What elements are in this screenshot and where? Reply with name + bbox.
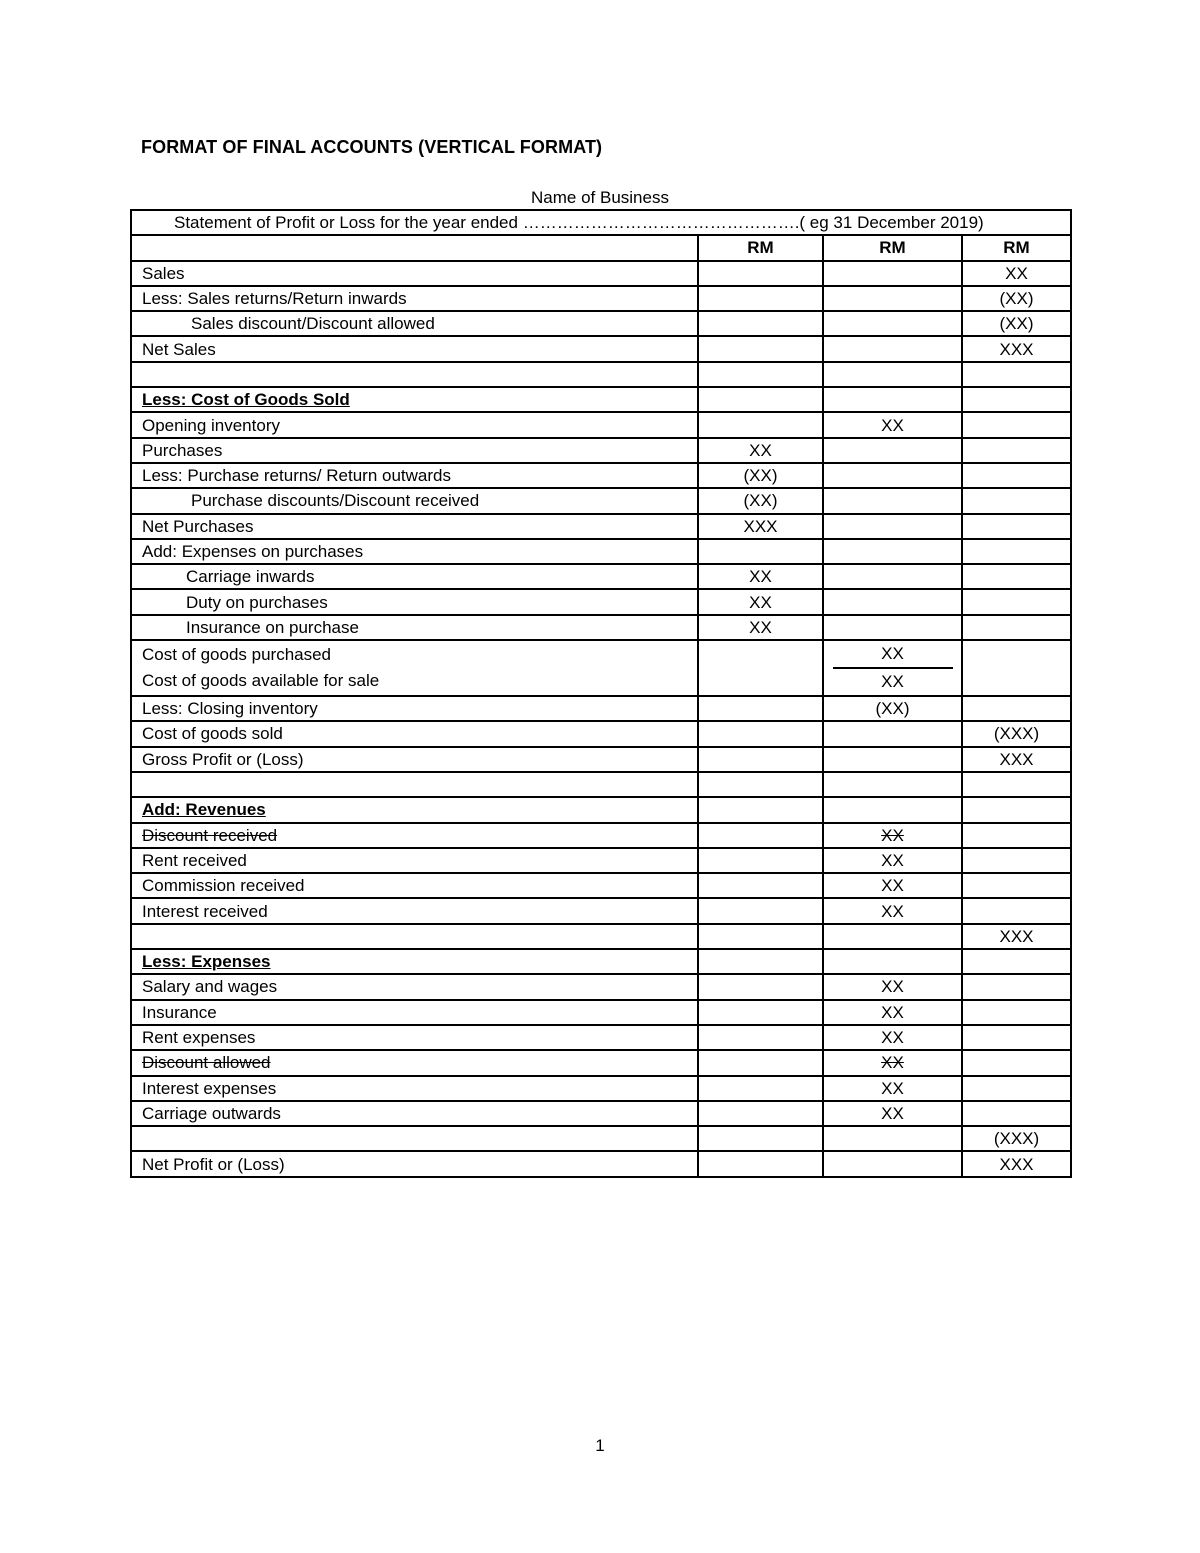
row-col-2	[823, 311, 962, 336]
table-row	[131, 1101, 1071, 1126]
table-row	[131, 336, 1071, 361]
row-col-2	[823, 438, 962, 463]
table-row	[131, 696, 1071, 721]
row-col-3	[962, 696, 1071, 721]
table-row	[131, 387, 1071, 412]
row-col-2	[823, 615, 962, 640]
row-col-3	[962, 564, 1071, 589]
row-label: Less: Purchase returns/ Return outwards	[131, 463, 698, 488]
row-col-2: XX	[823, 1000, 962, 1025]
row-label: Insurance	[131, 1000, 698, 1025]
row-col-1	[698, 336, 823, 361]
row-col-1	[698, 286, 823, 311]
row-col-3	[962, 438, 1071, 463]
row-col-2	[823, 823, 962, 848]
table-row	[131, 797, 1071, 822]
row-label: Net Purchases	[131, 514, 698, 539]
row-col-1	[698, 696, 823, 721]
header-rm-3: RM	[962, 235, 1071, 260]
row-col-1	[698, 949, 823, 974]
row-label: Net Profit or (Loss)	[131, 1151, 698, 1176]
row-label: Less: Closing inventory	[131, 696, 698, 721]
row-col-2	[823, 463, 962, 488]
row-label	[131, 1050, 698, 1075]
row-col-2: XX	[823, 412, 962, 437]
row-col-2: (XX)	[823, 696, 962, 721]
row-col-1	[698, 640, 823, 696]
table-row-double	[131, 640, 1071, 696]
struck-value: XX	[881, 1053, 904, 1073]
table-row	[131, 589, 1071, 614]
table-row	[131, 924, 1071, 949]
row-col-3	[962, 848, 1071, 873]
row-col-3	[962, 640, 1071, 696]
row-label: Carriage outwards	[131, 1101, 698, 1126]
table-row	[131, 1025, 1071, 1050]
row-label: Purchase discounts/Discount received	[131, 488, 698, 513]
row-col-1	[698, 823, 823, 848]
section-heading-cost-of-goods-sold: Less: Cost of Goods Sold	[142, 390, 350, 410]
row-col-1: XX	[698, 564, 823, 589]
row-label	[131, 949, 698, 974]
cost-of-goods-available-label: Cost of goods available for sale	[142, 671, 380, 691]
row-col-3	[962, 1000, 1071, 1025]
row-label: Carriage inwards	[131, 564, 698, 589]
row-col-3	[962, 898, 1071, 923]
row-col-1	[698, 1151, 823, 1176]
row-col-2	[823, 797, 962, 822]
row-col-3: XXX	[962, 747, 1071, 772]
table-row	[131, 311, 1071, 336]
row-col-2: XX	[823, 873, 962, 898]
row-label: Add: Expenses on purchases	[131, 539, 698, 564]
row-col-3	[962, 797, 1071, 822]
row-col-1	[698, 1076, 823, 1101]
row-col-1	[698, 721, 823, 746]
row-label: Sales discount/Discount allowed	[131, 311, 698, 336]
header-rm-2: RM	[823, 235, 962, 260]
table-row	[131, 362, 1071, 387]
row-col-2	[823, 286, 962, 311]
row-label: Cost of goods sold	[131, 721, 698, 746]
table-row	[131, 1076, 1071, 1101]
row-col-1	[698, 362, 823, 387]
table-row	[131, 438, 1071, 463]
section-heading-expenses: Less: Expenses	[142, 952, 271, 972]
row-col-3: XXX	[962, 1151, 1071, 1176]
profit-loss-statement-table	[130, 209, 1072, 1178]
row-col-3	[962, 949, 1071, 974]
row-col-2	[823, 747, 962, 772]
row-col-2	[823, 564, 962, 589]
row-col-2	[823, 261, 962, 286]
struck-value: XX	[881, 825, 904, 845]
row-col-1	[698, 539, 823, 564]
struck-label-discount-received: Discount received	[142, 825, 278, 845]
column-header-row	[131, 235, 1071, 260]
row-col-3	[962, 974, 1071, 999]
cost-of-goods-purchased-label: Cost of goods purchased	[142, 645, 332, 665]
row-col-1	[698, 1000, 823, 1025]
row-col-2	[823, 640, 962, 696]
row-col-3: XXX	[962, 336, 1071, 361]
row-col-1	[698, 261, 823, 286]
row-col-2	[823, 387, 962, 412]
row-col-2	[823, 772, 962, 797]
table-row	[131, 615, 1071, 640]
row-col-2	[823, 488, 962, 513]
row-col-1	[698, 747, 823, 772]
row-label	[131, 823, 698, 848]
table-row	[131, 848, 1071, 873]
row-col-1	[698, 873, 823, 898]
row-col-2: XX	[823, 1101, 962, 1126]
table-row	[131, 974, 1071, 999]
row-col-3: XXX	[962, 924, 1071, 949]
header-label	[131, 235, 698, 260]
row-label	[131, 1126, 698, 1151]
row-label: Less: Sales returns/Return inwards	[131, 286, 698, 311]
row-col-1	[698, 974, 823, 999]
table-row	[131, 721, 1071, 746]
row-col-1: (XX)	[698, 463, 823, 488]
row-col-3	[962, 772, 1071, 797]
row-label: Rent received	[131, 848, 698, 873]
row-col-3	[962, 362, 1071, 387]
table-row	[131, 463, 1071, 488]
row-col-1	[698, 1101, 823, 1126]
row-col-3: (XXX)	[962, 1126, 1071, 1151]
row-col-1: (XX)	[698, 488, 823, 513]
row-col-1: XXX	[698, 514, 823, 539]
row-col-3	[962, 514, 1071, 539]
row-col-3	[962, 1101, 1071, 1126]
row-label: Duty on purchases	[131, 589, 698, 614]
row-col-1	[698, 412, 823, 437]
row-col-3	[962, 488, 1071, 513]
row-col-2	[823, 924, 962, 949]
table-row	[131, 873, 1071, 898]
cost-of-goods-purchased-value: XX	[833, 641, 953, 669]
row-col-3	[962, 387, 1071, 412]
business-name: Name of Business	[531, 188, 669, 207]
table-row	[131, 747, 1071, 772]
row-label: Opening inventory	[131, 412, 698, 437]
row-label: Sales	[131, 261, 698, 286]
row-col-2	[823, 589, 962, 614]
row-col-3	[962, 463, 1071, 488]
table-row	[131, 1151, 1071, 1176]
row-col-3	[962, 615, 1071, 640]
row-col-1: XX	[698, 615, 823, 640]
row-col-2: XX	[823, 898, 962, 923]
row-label: Gross Profit or (Loss)	[131, 747, 698, 772]
row-col-1	[698, 1050, 823, 1075]
row-col-1: XX	[698, 589, 823, 614]
header-rm-1: RM	[698, 235, 823, 260]
statement-title-row	[131, 210, 1071, 235]
row-label	[131, 797, 698, 822]
section-heading-revenues: Add: Revenues	[142, 800, 266, 820]
row-col-2	[823, 1151, 962, 1176]
row-col-2	[823, 362, 962, 387]
row-col-2	[823, 539, 962, 564]
row-col-2: XX	[823, 848, 962, 873]
row-col-2: XX	[823, 1076, 962, 1101]
table-row	[131, 823, 1071, 848]
table-row	[131, 898, 1071, 923]
row-label: Purchases	[131, 438, 698, 463]
row-col-3	[962, 823, 1071, 848]
row-col-3	[962, 1050, 1071, 1075]
table-row	[131, 261, 1071, 286]
row-label: Rent expenses	[131, 1025, 698, 1050]
row-col-3: (XX)	[962, 286, 1071, 311]
row-col-1	[698, 311, 823, 336]
table-row	[131, 949, 1071, 974]
row-label: Net Sales	[131, 336, 698, 361]
row-col-1	[698, 898, 823, 923]
table-row	[131, 514, 1071, 539]
row-col-1	[698, 1025, 823, 1050]
row-col-2	[823, 336, 962, 361]
row-col-3: (XX)	[962, 311, 1071, 336]
row-col-3	[962, 539, 1071, 564]
row-label	[131, 640, 698, 696]
row-col-3	[962, 412, 1071, 437]
row-col-3	[962, 1076, 1071, 1101]
table-row	[131, 772, 1071, 797]
table-row	[131, 286, 1071, 311]
row-label	[131, 924, 698, 949]
struck-label-discount-allowed: Discount allowed	[142, 1053, 271, 1073]
row-col-3	[962, 589, 1071, 614]
document-title: FORMAT OF FINAL ACCOUNTS (VERTICAL FORMAT)	[141, 137, 603, 157]
row-col-1	[698, 772, 823, 797]
row-col-1	[698, 797, 823, 822]
row-col-1	[698, 848, 823, 873]
row-col-2	[823, 1126, 962, 1151]
row-label	[131, 387, 698, 412]
row-label: Interest received	[131, 898, 698, 923]
row-col-2	[823, 1050, 962, 1075]
table-row	[131, 1000, 1071, 1025]
page-number: 1	[595, 1436, 605, 1455]
row-label: Interest expenses	[131, 1076, 698, 1101]
row-label: Commission received	[131, 873, 698, 898]
table-row	[131, 412, 1071, 437]
table-row	[131, 539, 1071, 564]
row-label: Insurance on purchase	[131, 615, 698, 640]
table-row	[131, 1050, 1071, 1075]
table-row	[131, 488, 1071, 513]
row-col-3: XX	[962, 261, 1071, 286]
row-label: Salary and wages	[131, 974, 698, 999]
row-col-3	[962, 873, 1071, 898]
row-col-1	[698, 1126, 823, 1151]
row-col-1: XX	[698, 438, 823, 463]
statement-title: Statement of Profit or Loss for the year ended ………………………………………….( eg 31 December 2019)	[131, 210, 1071, 235]
row-col-1	[698, 924, 823, 949]
table-row	[131, 564, 1071, 589]
row-col-2: XX	[823, 974, 962, 999]
table-row	[131, 1126, 1071, 1151]
row-col-3	[962, 1025, 1071, 1050]
row-col-2	[823, 514, 962, 539]
row-label	[131, 772, 698, 797]
row-col-2	[823, 949, 962, 974]
row-label	[131, 362, 698, 387]
cost-of-goods-available-value: XX	[881, 672, 904, 692]
row-col-1	[698, 387, 823, 412]
row-col-3: (XXX)	[962, 721, 1071, 746]
row-col-2: XX	[823, 1025, 962, 1050]
row-col-2	[823, 721, 962, 746]
